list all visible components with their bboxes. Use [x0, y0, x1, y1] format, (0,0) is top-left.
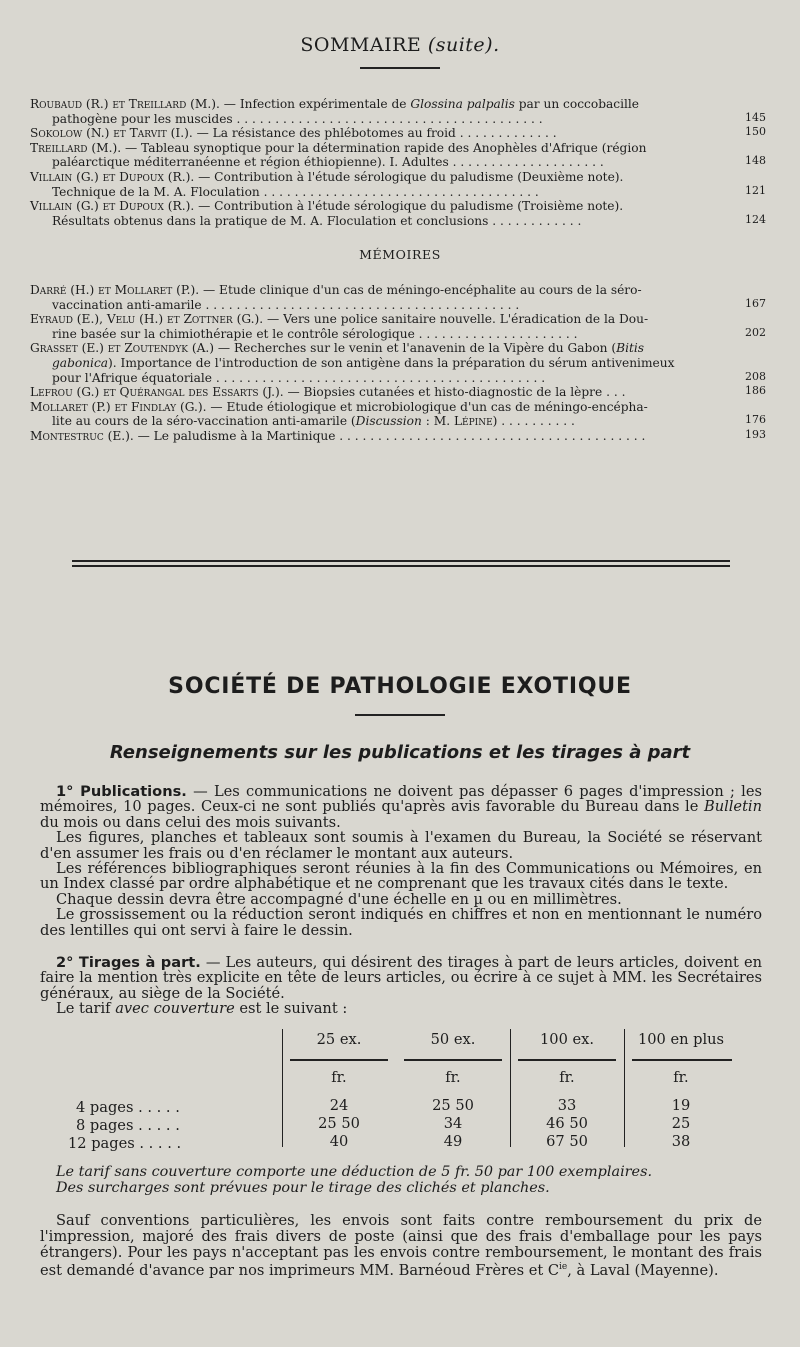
society-title: SOCIÉTÉ DE PATHOLOGIE EXOTIQUE: [168, 674, 632, 699]
table-cell: 49: [443, 1133, 463, 1150]
column-header: 100 ex.: [540, 1031, 594, 1048]
table-cell: 24: [329, 1097, 349, 1114]
memoire-entry: Grasset (E.) et Zoutendyk (A.) — Recherches sur le venin et l'anavenin de la Vipère du Gabon (Bitis gabonica). Importance de l'introduction de son antigène dans la préparation du sérum antivenimeux pour l'Afrique équatoriale . . . . . . . . . . . . . . . . . . . . . . . . . . . . . . . . . . . . . . . . . . . 208: [30, 341, 766, 385]
toc-list: [30, 97, 770, 228]
section-title: Renseignements sur les publications et les tirages à part: [109, 742, 691, 763]
tirages-section: [40, 955, 762, 1017]
sommaire-title: SOMMAIRE (suite).: [300, 34, 500, 56]
paragraph: 1° Publications. — Les communications ne doivent pas dépasser 6 pages d'impression ; les mémoires, 10 pages. Ceux-ci ne sont publiés qu'après avis favorable du Bureau dans le Bulletin du mois ou dans celui des mois suivants.: [40, 783, 762, 831]
table-cell: 46 50: [546, 1115, 588, 1132]
unit-label: fr.: [445, 1069, 461, 1086]
row-label: 8 pages . . . . .: [76, 1117, 180, 1134]
separator-rule: [72, 565, 730, 567]
toc-entry: Villain (G.) et Dupoux (R.). — Contribution à l'étude sérologique du paludisme (Deuxième note). Technique de la M. A. Floculation . . . . . . . . . . . . . . . . . . . . . . . . . . . . . . . . . . . . 121: [30, 169, 766, 199]
paragraph: Chaque dessin devra être accompagné d'une échelle en µ ou en millimètres.: [56, 890, 622, 908]
paragraph: Les références bibliographiques seront réunies à la fin des Communications ou Mémoires, en un Index classé par ordre alphabétique et ne comprenant que les travaux cités dans le texte.: [40, 860, 762, 893]
toc-entry: Villain (G.) et Dupoux (R.). — Contribution à l'étude sérologique du paludisme (Troisième note). Résultats obtenus dans la pratique de M. A. Floculation et conclusions . . . . . . . . . . . . 124: [30, 199, 766, 228]
memoire-entry: Lefrou (G.) et Quérangal des Essarts (J.). — Biopsies cutanées et histo-diagnostic de la lèpre . . . 186: [30, 384, 766, 400]
table-cell: 67 50: [546, 1133, 588, 1150]
society-rule: [355, 714, 445, 716]
column-rule: [290, 1059, 388, 1061]
table-cell: 25: [671, 1115, 691, 1132]
column-header: 100 en plus: [637, 1031, 725, 1048]
memoires-list: [30, 283, 770, 444]
toc-entry: Treillard (M.). — Tableau synoptique pour la détermination rapide des Anophèles d'Afrique (région paléarctique méditerranéenne et région éthiopienne). I. Adultes . . . . . . . . . . . . . . . . . . . . 148: [30, 140, 766, 170]
toc-entry: Sokolow (N.) et Tarvit (I.). — La résistance des phlébotomes au froid . . . . . . . . . . . . . 150: [30, 125, 766, 141]
row-label: 4 pages . . . . .: [76, 1099, 180, 1116]
note: Des surcharges sont prévues pour le tirage des clichés et planches.: [56, 1180, 550, 1196]
paragraph: Les figures, planches et tableaux sont soumis à l'examen du Bureau, la Société se réservant d'en assumer les frais ou d'en réclamer le montant aux auteurs.: [40, 829, 762, 862]
table-cell: 25 50: [432, 1097, 474, 1114]
note: Le tarif sans couverture comporte une déduction de 5 fr. 50 par 100 exemplaires.: [56, 1164, 653, 1180]
table-cell: 34: [443, 1115, 463, 1132]
unit-label: fr.: [559, 1069, 575, 1086]
paragraph: Sauf conventions particulières, les envois sont faits contre remboursement du prix de l'impression, majoré des frais divers de poste (ainsi que des frais d'emballage pour les pays étrangers). Pour les pays n'acceptant pas les envois contre remboursement, le montant des frais est demandé d'avance par nos imprimeurs MM. Barnéoud Frères et $C^{ie}$, à Laval (Mayenne).: [40, 1212, 762, 1280]
table-cell: 25 50: [318, 1115, 360, 1132]
memoire-entry: Darré (H.) et Mollaret (P.). — Etude clinique d'un cas de méningo-encéphalite au cours de la séro- vaccination anti-amarile . . . . . . . . . . . . . . . . . . . . . . . . . . . . . . . . . . . . . . . . . 167: [30, 283, 766, 312]
column-rule: [404, 1059, 502, 1061]
column-rule: [518, 1059, 616, 1061]
paragraph: 2° Tirages à part. — Les auteurs, qui désirent des tirages à part de leurs articles, doivent en faire la mention très explicite en tête de leurs articles, ou écrire à ce sujet à MM. les Secrétaires généraux, au siège de la Société.: [40, 954, 762, 1002]
table-cell: 19: [671, 1097, 691, 1114]
toc-entry: Roubaud (R.) et Treillard (M.). — Infection expérimentale de Glossina palpalis par un coccobacille pathogène pour les muscides . . . . . . . . . . . . . . . . . . . . . . . . . . . . . . . . . . . . . . . . 145: [30, 97, 766, 126]
separator-rule: [72, 560, 730, 562]
publications-section: [40, 784, 762, 938]
memoires-heading: MÉMOIRES: [359, 247, 441, 262]
tarif-notes: [56, 1164, 762, 1196]
unit-label: fr.: [331, 1069, 347, 1086]
memoire-entry: Eyraud (E.), Velu (H.) et Zottner (G.). — Vers une police sanitaire nouvelle. L'éradication de la Dou- rine basée sur la chimiothérapie et le contrôle sérologique . . . . . . . . . . . . . . . . . . . . . 202: [30, 312, 766, 341]
memoire-entry: Montestruc (E.). — Le paludisme à la Martinique . . . . . . . . . . . . . . . . . . . . . . . . . . . . . . . . . . . . . . . . 193: [30, 427, 766, 443]
table-cell: 40: [329, 1133, 349, 1150]
table-cell: 38: [671, 1133, 691, 1150]
column-header: 25 ex.: [316, 1031, 362, 1048]
row-label: 12 pages . . . . .: [68, 1135, 182, 1152]
column-header: 50 ex.: [430, 1031, 476, 1048]
unit-label: fr.: [673, 1069, 689, 1086]
title-rule: [360, 67, 440, 69]
paragraph: Le tarif avec couverture est le suivant :: [56, 1000, 348, 1018]
tarif-table: [40, 1027, 762, 1152]
paragraph: Le grossissement ou la réduction seront indiqués en chiffres et non en mentionnant le numéro des lentilles qui ont servi à faire le dessin.: [40, 906, 762, 939]
table-cell: 33: [557, 1097, 577, 1114]
shipping-terms: [40, 1213, 762, 1279]
memoire-entry: Mollaret (P.) et Findlay (G.). — Etude étiologique et microbiologique d'un cas de méningo-encépha- lite au cours de la séro-vaccination anti-amarile (Discussion : M. Lépine) . . . . . . . . . . 176: [30, 399, 766, 429]
column-rule: [632, 1059, 732, 1061]
